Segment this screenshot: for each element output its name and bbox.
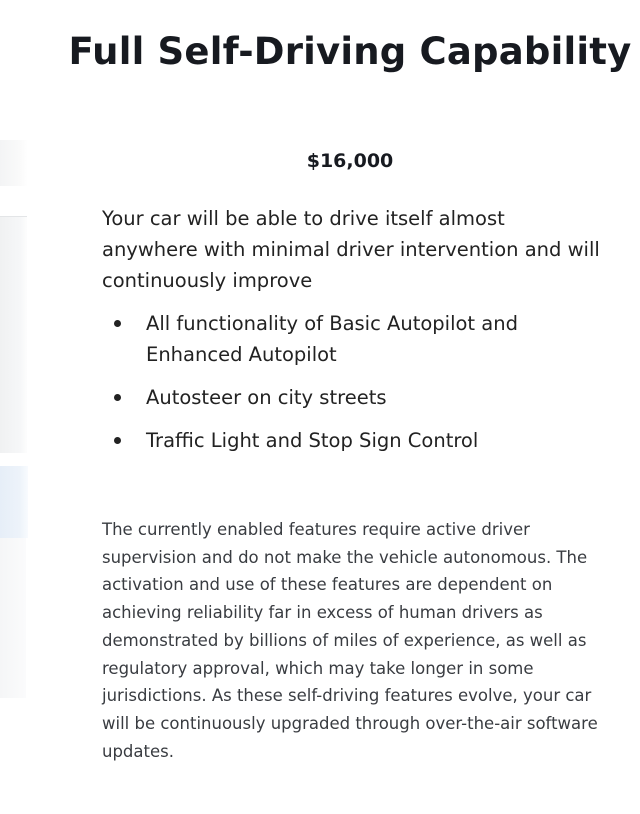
feature-list-item [102,425,612,456]
feature-list-item [102,382,612,413]
background-page-edge [0,0,30,814]
bullet-icon [114,394,121,401]
legal-disclaimer: The currently enabled features require active driver supervision and do not make the vehicle autonomous. The activation and use of these features are dependent on achieving reliability far in excess of human drivers as demonstrated by billions of miles of experience, as well as regulatory approval, which may take longer in some jurisdictions. As these self-driving features evolve, your car will be continuously upgraded through over-the-air software updates. [102,520,598,761]
feature-list-item [102,308,612,370]
feature-label: All functionality of Basic Autopilot and Enhanced Autopilot [146,312,518,366]
feature-description: Your car will be able to drive itself almost anywhere with minimal driver intervention and will continuously improve [102,207,600,292]
background-selected-option [0,466,28,538]
feature-title: Full Self-Driving Capability [68,30,632,73]
background-panel-lower [0,538,26,698]
feature-list [102,308,612,468]
background-panel [0,140,28,186]
background-option-card [0,216,27,453]
feature-label: Traffic Light and Stop Sign Control [146,429,479,452]
bullet-icon [114,437,121,444]
bullet-icon [114,320,121,327]
feature-detail-card [60,0,632,814]
feature-label: Autosteer on city streets [146,386,387,409]
feature-price: $16,000 [306,150,394,172]
